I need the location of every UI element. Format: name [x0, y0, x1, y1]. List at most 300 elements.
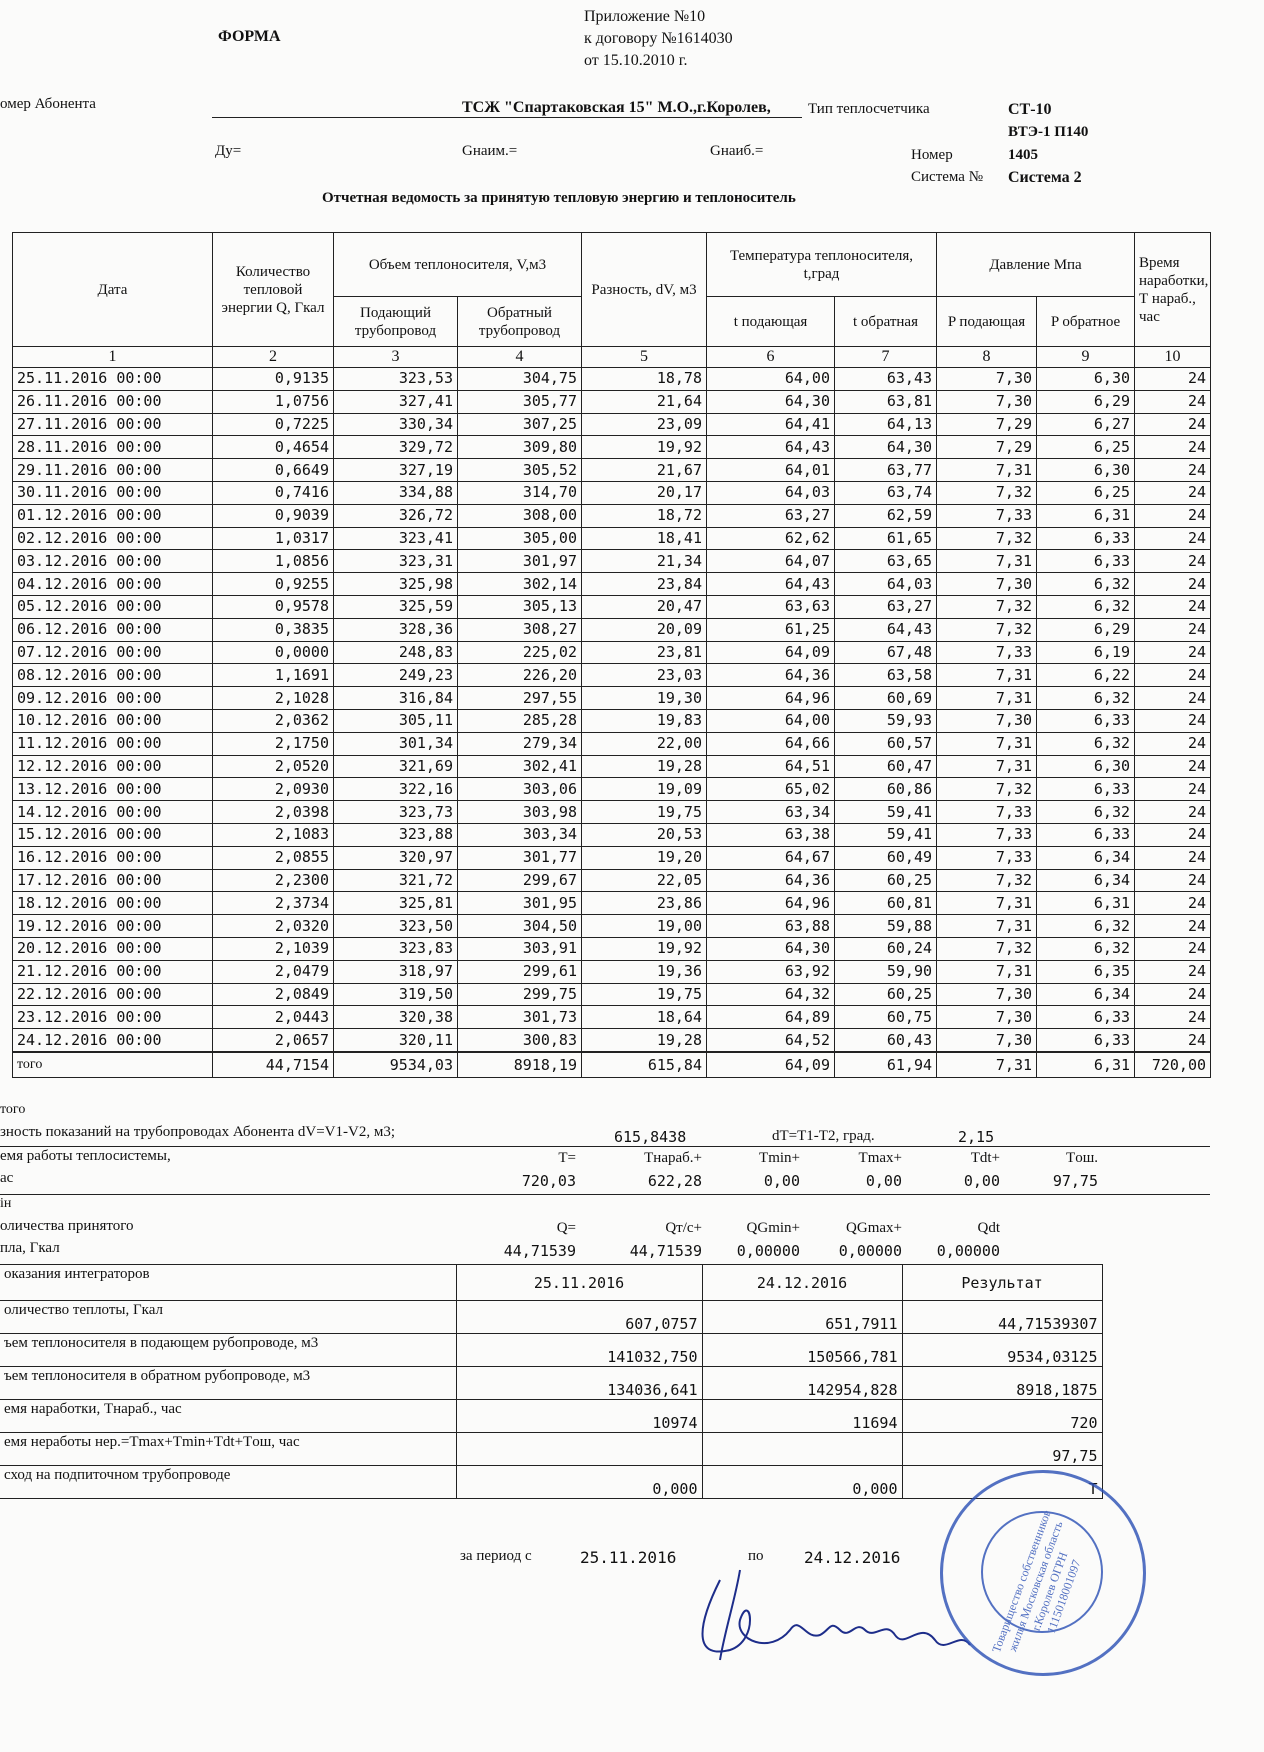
runtime-label: емя работы теплосистемы,: [0, 1148, 171, 1164]
table-cell: 7,32: [937, 595, 1037, 618]
table-cell: 64,43: [707, 436, 835, 459]
col-number: 5: [582, 347, 707, 368]
table-cell: 7,30: [937, 368, 1037, 391]
table-cell: 61,25: [707, 618, 835, 641]
table-cell: 60,57: [835, 732, 937, 755]
table-cell: 301,95: [458, 892, 582, 915]
header-date: Дата: [13, 233, 213, 347]
table-cell: 1,0317: [213, 527, 334, 550]
table-cell: 65,02: [707, 778, 835, 801]
table-cell: 2,0398: [213, 801, 334, 824]
table-cell: 6,25: [1037, 481, 1135, 504]
table-cell: 63,81: [835, 390, 937, 413]
table-cell: 64,52: [707, 1029, 835, 1052]
table-cell: 2,0479: [213, 960, 334, 983]
table-cell: 2,1028: [213, 687, 334, 710]
t-value: 0,00: [865, 1172, 902, 1190]
table-cell: 60,43: [835, 1029, 937, 1052]
table-cell: 7,29: [937, 436, 1037, 459]
table-row: [13, 892, 1211, 915]
table-cell: 314,70: [458, 481, 582, 504]
table-cell: 0,9135: [213, 368, 334, 391]
table-row: [13, 664, 1211, 687]
table-row: [13, 413, 1211, 436]
table-cell: 320,97: [334, 846, 458, 869]
row-date: 20.12.2016 00:00: [13, 937, 213, 960]
row-date: 24.12.2016 00:00: [13, 1029, 213, 1052]
number-label: Номер: [911, 147, 953, 163]
table-cell: 24: [1135, 983, 1211, 1006]
row-date: 09.12.2016 00:00: [13, 687, 213, 710]
table-cell: 323,41: [334, 527, 458, 550]
table-cell: 1,1691: [213, 664, 334, 687]
table-cell: 63,88: [707, 915, 835, 938]
table-cell: 303,91: [458, 937, 582, 960]
table-cell: 24: [1135, 595, 1211, 618]
integrator-row: [0, 1400, 1102, 1433]
table-cell: 24: [1135, 687, 1211, 710]
table-cell: 64,43: [707, 573, 835, 596]
col-number: 7: [835, 347, 937, 368]
table-cell: 64,01: [707, 459, 835, 482]
col-number: 9: [1037, 347, 1135, 368]
subscriber-underline: [212, 117, 802, 118]
table-cell: 22,00: [582, 732, 707, 755]
system-value: Система 2: [1008, 169, 1082, 186]
table-cell: 64,67: [707, 846, 835, 869]
row-date: 16.12.2016 00:00: [13, 846, 213, 869]
integrators-result-header: Результат: [902, 1265, 1102, 1301]
table-cell: 24: [1135, 732, 1211, 755]
integrator-row: [0, 1367, 1102, 1400]
table-row: [13, 1006, 1211, 1029]
integrators-date-to: 24.12.2016: [702, 1265, 902, 1301]
meter-type-1: СТ-10: [1008, 101, 1052, 118]
table-cell: 325,81: [334, 892, 458, 915]
table-cell: 304,50: [458, 915, 582, 938]
total-cell: 7,31: [937, 1052, 1037, 1078]
table-cell: 64,30: [707, 937, 835, 960]
table-cell: 321,69: [334, 755, 458, 778]
table-cell: 24: [1135, 573, 1211, 596]
table-cell: 63,92: [707, 960, 835, 983]
table-cell: 6,32: [1037, 573, 1135, 596]
table-cell: 64,36: [707, 664, 835, 687]
table-cell: 24: [1135, 550, 1211, 573]
row-date: 05.12.2016 00:00: [13, 595, 213, 618]
table-cell: 308,27: [458, 618, 582, 641]
appendix-line-1: Приложение №10: [584, 8, 706, 25]
table-cell: 60,24: [835, 937, 937, 960]
table-cell: 62,59: [835, 504, 937, 527]
table-cell: 2,0520: [213, 755, 334, 778]
table-cell: 24: [1135, 915, 1211, 938]
row-date: 19.12.2016 00:00: [13, 915, 213, 938]
table-cell: 60,47: [835, 755, 937, 778]
summary-divider: [0, 1194, 1210, 1195]
table-row: [13, 983, 1211, 1006]
table-row: [13, 481, 1211, 504]
table-cell: 322,16: [334, 778, 458, 801]
appendix-line-2: к договору №1614030: [584, 30, 733, 47]
integrator-value: [456, 1433, 702, 1466]
table-cell: 299,75: [458, 983, 582, 1006]
integrator-row: [0, 1301, 1102, 1334]
integrator-value: 11694: [702, 1400, 902, 1433]
table-cell: 303,06: [458, 778, 582, 801]
table-cell: 323,83: [334, 937, 458, 960]
table-cell: 19,28: [582, 755, 707, 778]
table-cell: 7,29: [937, 413, 1037, 436]
table-cell: 24: [1135, 846, 1211, 869]
table-cell: 6,32: [1037, 732, 1135, 755]
table-cell: 2,0320: [213, 915, 334, 938]
integrator-value: 0,000: [456, 1466, 702, 1499]
table-row: [13, 823, 1211, 846]
table-cell: 2,0930: [213, 778, 334, 801]
table-row: [13, 869, 1211, 892]
row-date: 14.12.2016 00:00: [13, 801, 213, 824]
table-cell: 7,31: [937, 664, 1037, 687]
table-cell: 24: [1135, 778, 1211, 801]
table-cell: 63,74: [835, 481, 937, 504]
table-cell: 6,30: [1037, 755, 1135, 778]
table-cell: 6,30: [1037, 368, 1135, 391]
table-cell: 24: [1135, 709, 1211, 732]
table-cell: 7,30: [937, 983, 1037, 1006]
table-row: [13, 459, 1211, 482]
table-cell: 23,84: [582, 573, 707, 596]
table-body: [13, 368, 1211, 1052]
table-cell: 305,11: [334, 709, 458, 732]
table-row: [13, 960, 1211, 983]
table-row: [13, 504, 1211, 527]
table-cell: 64,07: [707, 550, 835, 573]
table-cell: 24: [1135, 527, 1211, 550]
row-date: 13.12.2016 00:00: [13, 778, 213, 801]
row-date: 02.12.2016 00:00: [13, 527, 213, 550]
table-cell: 2,1750: [213, 732, 334, 755]
integrator-value: 720: [902, 1400, 1102, 1433]
table-cell: 24: [1135, 755, 1211, 778]
period-from: 25.11.2016: [580, 1548, 677, 1567]
table-cell: 19,92: [582, 937, 707, 960]
row-date: 22.12.2016 00:00: [13, 983, 213, 1006]
q-value: 0,00000: [838, 1242, 902, 1260]
table-cell: 329,72: [334, 436, 458, 459]
table-cell: 300,83: [458, 1029, 582, 1052]
integrator-value: 141032,750: [456, 1334, 702, 1367]
row-date: 17.12.2016 00:00: [13, 869, 213, 892]
table-cell: 7,33: [937, 504, 1037, 527]
table-cell: 60,81: [835, 892, 937, 915]
table-cell: 7,30: [937, 573, 1037, 596]
header-p-supply: P подающая: [937, 297, 1037, 347]
table-cell: 7,31: [937, 459, 1037, 482]
table-cell: 0,3835: [213, 618, 334, 641]
table-cell: 6,25: [1037, 436, 1135, 459]
table-cell: 59,41: [835, 823, 937, 846]
table-row: [13, 550, 1211, 573]
row-date: 26.11.2016 00:00: [13, 390, 213, 413]
total-cell: 61,94: [835, 1052, 937, 1078]
table-cell: 6,33: [1037, 527, 1135, 550]
table-cell: 323,50: [334, 915, 458, 938]
table-cell: 20,09: [582, 618, 707, 641]
row-date: 03.12.2016 00:00: [13, 550, 213, 573]
table-cell: 308,00: [458, 504, 582, 527]
q-head: Qdt: [977, 1220, 1000, 1236]
table-cell: 61,65: [835, 527, 937, 550]
table-cell: 2,0362: [213, 709, 334, 732]
table-cell: 60,86: [835, 778, 937, 801]
t-value: 0,00: [963, 1172, 1000, 1190]
integrator-value: 97,75: [902, 1433, 1102, 1466]
table-cell: 24: [1135, 892, 1211, 915]
table-cell: 24: [1135, 937, 1211, 960]
table-cell: 20,47: [582, 595, 707, 618]
table-cell: 63,58: [835, 664, 937, 687]
table-cell: 64,00: [707, 368, 835, 391]
table-cell: 299,67: [458, 869, 582, 892]
t-value: 720,03: [521, 1172, 576, 1190]
table-cell: 18,64: [582, 1006, 707, 1029]
table-cell: 18,78: [582, 368, 707, 391]
integrator-label: емя неработы нер.=Tmax+Tmin+Tdt+Tош, час: [0, 1433, 456, 1466]
table-cell: 21,67: [582, 459, 707, 482]
table-cell: 24: [1135, 368, 1211, 391]
table-cell: 20,53: [582, 823, 707, 846]
table-cell: 327,19: [334, 459, 458, 482]
integrator-label: емя наработки, Tнараб., час: [0, 1400, 456, 1433]
integrator-value: [702, 1433, 902, 1466]
table-cell: 7,31: [937, 892, 1037, 915]
table-cell: 59,88: [835, 915, 937, 938]
integrator-value: 44,71539307: [902, 1301, 1102, 1334]
gnaib-label: Gнаиб.=: [710, 143, 764, 159]
row-date: 08.12.2016 00:00: [13, 664, 213, 687]
table-cell: 327,41: [334, 390, 458, 413]
table-cell: 330,34: [334, 413, 458, 436]
integrator-value: 10974: [456, 1400, 702, 1433]
t-head: Tmax+: [858, 1150, 902, 1166]
t-head: Tdt+: [970, 1150, 1000, 1166]
du-label: Ду=: [215, 143, 242, 159]
row-date: 23.12.2016 00:00: [13, 1006, 213, 1029]
table-cell: 7,32: [937, 481, 1037, 504]
table-cell: 24: [1135, 504, 1211, 527]
table-cell: 6,32: [1037, 915, 1135, 938]
row-date: 01.12.2016 00:00: [13, 504, 213, 527]
table-cell: 249,23: [334, 664, 458, 687]
table-cell: 305,00: [458, 527, 582, 550]
table-cell: 19,30: [582, 687, 707, 710]
table-cell: 302,14: [458, 573, 582, 596]
t-value: 0,00: [763, 1172, 800, 1190]
table-cell: 63,43: [835, 368, 937, 391]
table-cell: 6,27: [1037, 413, 1135, 436]
table-cell: 64,96: [707, 892, 835, 915]
table-cell: 320,11: [334, 1029, 458, 1052]
total-cell: 9534,03: [334, 1052, 458, 1078]
table-cell: 325,98: [334, 573, 458, 596]
table-cell: 63,77: [835, 459, 937, 482]
total-cell: 615,84: [582, 1052, 707, 1078]
table-cell: 301,34: [334, 732, 458, 755]
total-cell: 720,00: [1135, 1052, 1211, 1078]
table-cell: 24: [1135, 641, 1211, 664]
table-cell: 23,03: [582, 664, 707, 687]
table-cell: 297,55: [458, 687, 582, 710]
table-cell: 6,33: [1037, 1029, 1135, 1052]
table-cell: 19,75: [582, 983, 707, 1006]
integrator-value: 651,7911: [702, 1301, 902, 1334]
table-cell: 0,9578: [213, 595, 334, 618]
table-cell: 6,33: [1037, 709, 1135, 732]
integrator-row: [0, 1334, 1102, 1367]
table-row: [13, 732, 1211, 755]
table-cell: 7,30: [937, 1029, 1037, 1052]
subscriber-name: ТСЖ "Спартаковская 15" М.О.,г.Королев,: [462, 99, 771, 116]
table-row: [13, 755, 1211, 778]
table-row: [13, 778, 1211, 801]
row-date: 11.12.2016 00:00: [13, 732, 213, 755]
table-cell: 24: [1135, 869, 1211, 892]
table-cell: 6,31: [1037, 504, 1135, 527]
table-cell: 326,72: [334, 504, 458, 527]
form-label: ФОРМА: [218, 28, 281, 45]
table-cell: 63,34: [707, 801, 835, 824]
header-pressure: Давление Мпа: [937, 233, 1135, 297]
meter-type-label: Тип теплосчетчика: [808, 101, 930, 117]
report-table: [12, 232, 1210, 1078]
table-cell: 1,0856: [213, 550, 334, 573]
integrator-label: сход на подпиточном трубопроводе: [0, 1466, 456, 1499]
integrator-value: 8918,1875: [902, 1367, 1102, 1400]
t-head: Tош.: [1066, 1150, 1098, 1166]
table-cell: 7,31: [937, 550, 1037, 573]
col-number: 3: [334, 347, 458, 368]
table-cell: 19,75: [582, 801, 707, 824]
header-temperature: Температура теплоносителя, t,град: [707, 233, 937, 297]
total-cell: 44,7154: [213, 1052, 334, 1078]
table-cell: 20,17: [582, 481, 707, 504]
period-label: за период с: [460, 1548, 532, 1564]
table-cell: 7,32: [937, 618, 1037, 641]
table-row: [13, 709, 1211, 732]
table-cell: 6,32: [1037, 687, 1135, 710]
table-cell: 64,09: [707, 641, 835, 664]
header-return-pipe: Обратный трубопровод: [458, 297, 582, 347]
table-cell: 0,7225: [213, 413, 334, 436]
table-cell: 0,0000: [213, 641, 334, 664]
integrator-value: 150566,781: [702, 1334, 902, 1367]
table-cell: 64,00: [707, 709, 835, 732]
table-cell: 59,90: [835, 960, 937, 983]
table-row: [13, 1029, 1211, 1052]
heat-label-2: пла, Гкал: [0, 1240, 60, 1256]
q-head: QGmax+: [846, 1220, 902, 1236]
table-cell: 6,33: [1037, 778, 1135, 801]
table-cell: 225,02: [458, 641, 582, 664]
table-cell: 7,32: [937, 869, 1037, 892]
table-cell: 19,09: [582, 778, 707, 801]
table-row: [13, 641, 1211, 664]
table-cell: 59,93: [835, 709, 937, 732]
row-date: 04.12.2016 00:00: [13, 573, 213, 596]
table-cell: 63,27: [707, 504, 835, 527]
runtime-unit: ас: [0, 1170, 14, 1186]
table-cell: 63,27: [835, 595, 937, 618]
meter-type-2: ВТЭ-1 П140: [1008, 124, 1089, 140]
table-cell: 24: [1135, 1029, 1211, 1052]
header-t-return: t обратная: [835, 297, 937, 347]
period-to: 24.12.2016: [804, 1548, 901, 1567]
table-cell: 18,72: [582, 504, 707, 527]
table-cell: 24: [1135, 801, 1211, 824]
table-row: [13, 527, 1211, 550]
table-row: [13, 618, 1211, 641]
table-cell: 6,31: [1037, 892, 1135, 915]
table-cell: 2,3734: [213, 892, 334, 915]
integrators-title: оказания интеграторов: [0, 1265, 456, 1301]
dt-value: 2,15: [958, 1128, 995, 1146]
t-value: 622,28: [647, 1172, 702, 1190]
table-cell: 63,65: [835, 550, 937, 573]
col-number: 2: [213, 347, 334, 368]
table-cell: 2,2300: [213, 869, 334, 892]
table-cell: 279,34: [458, 732, 582, 755]
table-cell: 7,30: [937, 1006, 1037, 1029]
table-cell: 64,03: [707, 481, 835, 504]
official-stamp: [940, 1470, 1146, 1676]
table-cell: 301,77: [458, 846, 582, 869]
table-cell: 63,38: [707, 823, 835, 846]
table-cell: 60,25: [835, 983, 937, 1006]
table-cell: 64,36: [707, 869, 835, 892]
table-cell: 21,34: [582, 550, 707, 573]
table-cell: 23,81: [582, 641, 707, 664]
table-cell: 24: [1135, 823, 1211, 846]
table-cell: 19,92: [582, 436, 707, 459]
table-cell: 305,13: [458, 595, 582, 618]
table-cell: 64,13: [835, 413, 937, 436]
table-cell: 226,20: [458, 664, 582, 687]
row-date: 12.12.2016 00:00: [13, 755, 213, 778]
table-cell: 0,7416: [213, 481, 334, 504]
header-runtime: Время наработки, Т нараб., час: [1135, 233, 1211, 347]
table-cell: 7,33: [937, 846, 1037, 869]
table-cell: 19,36: [582, 960, 707, 983]
t-head: T=: [558, 1150, 576, 1166]
number-value: 1405: [1008, 147, 1038, 163]
table-cell: 285,28: [458, 709, 582, 732]
table-cell: 334,88: [334, 481, 458, 504]
total-row: [13, 1052, 1211, 1078]
table-cell: 7,33: [937, 823, 1037, 846]
table-row: [13, 390, 1211, 413]
header-supply-pipe: Подающий трубопровод: [334, 297, 458, 347]
heat-label-1: оличества принятого: [0, 1218, 134, 1234]
table-cell: 6,34: [1037, 983, 1135, 1006]
table-cell: 301,73: [458, 1006, 582, 1029]
header-p-return: P обратное: [1037, 297, 1135, 347]
integrator-value: 142954,828: [702, 1367, 902, 1400]
q-value: 0,00000: [736, 1242, 800, 1260]
table-row: [13, 595, 1211, 618]
stamp-text: Товарищество собственников жилья Московская область г.Королев ОГРН 1115018001097: [989, 1507, 1084, 1655]
row-date: 18.12.2016 00:00: [13, 892, 213, 915]
